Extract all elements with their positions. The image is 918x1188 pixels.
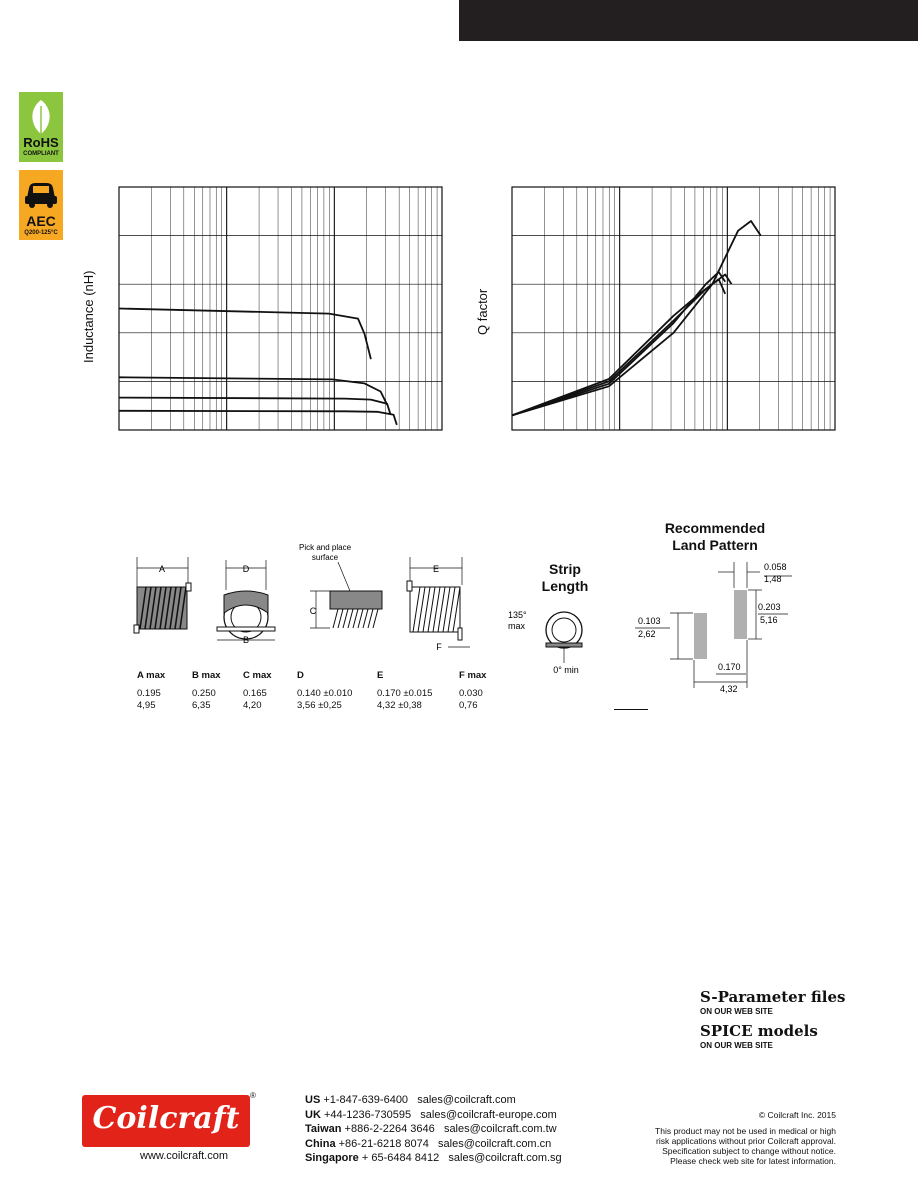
- strip-length-title: [536, 561, 594, 595]
- dim-header-0: A max: [137, 670, 166, 681]
- q-y-label: Q factor: [475, 288, 490, 335]
- land-d4-in: 0.170: [718, 662, 741, 672]
- header-bar: [459, 0, 918, 41]
- land-d4-mm: 4,32: [720, 684, 738, 694]
- coilcraft-logo: [82, 1095, 250, 1147]
- inductance-frame: [119, 187, 442, 430]
- contact-phone: +44-1236-730595: [323, 1108, 412, 1121]
- aec-badge: [19, 170, 63, 240]
- land-pad-left: [694, 613, 707, 659]
- sparam-subtitle: ON OUR WEB SITE: [700, 1007, 773, 1016]
- contact-country: UK: [305, 1108, 321, 1121]
- spice-title: SPICE models: [700, 1022, 818, 1040]
- dim-a-label: A: [158, 564, 166, 574]
- inductance-chart: [118, 186, 443, 431]
- dim-e-label: E: [432, 564, 440, 574]
- contact-email[interactable]: sales@coilcraft.com.cn: [438, 1137, 552, 1150]
- strip-angle-max-label: max: [508, 621, 526, 631]
- contact-country: Singapore: [305, 1152, 359, 1164]
- mechanical-drawing: [120, 535, 500, 660]
- contact-phone: +886-2-2264 3646: [344, 1123, 435, 1135]
- contact-phone: +86-21-6218 8074: [338, 1137, 429, 1150]
- logo-text: Coilcraft: [92, 1101, 240, 1136]
- registered-mark: ®: [250, 1091, 256, 1100]
- contact-email[interactable]: sales@coilcraft.com: [417, 1094, 516, 1106]
- strip-angle-max: 135°: [508, 610, 527, 620]
- legal-line: risk applications without prior Coilcraft approval.: [656, 1136, 836, 1146]
- legal-line: © Coilcraft Inc. 2015: [758, 1110, 836, 1120]
- contact-phone: +1-847-639-6400: [323, 1094, 409, 1106]
- legal-notice: [655, 1110, 836, 1166]
- land-d1-in: 0.058: [764, 562, 787, 572]
- strip-title-line2: Length: [541, 578, 589, 594]
- contact-row: [305, 1151, 562, 1166]
- legal-line: This product may not be used in medical or high: [655, 1126, 836, 1136]
- dim-mm-1: 6,35: [192, 700, 211, 711]
- contact-email[interactable]: sales@coilcraft-europe.com: [420, 1108, 557, 1121]
- contact-row: [305, 1122, 562, 1137]
- divider-line: [614, 709, 648, 710]
- contact-list: [305, 1093, 562, 1166]
- contact-country: Taiwan: [305, 1123, 342, 1135]
- car-icon: [19, 172, 63, 212]
- land-d2-in: 0.203: [758, 602, 781, 612]
- spice-subtitle: ON OUR WEB SITE: [700, 1041, 773, 1050]
- rohs-sublabel: COMPLIANT: [23, 151, 59, 157]
- pick-place-line1: Pick and place: [298, 543, 352, 552]
- contact-row: [305, 1108, 562, 1123]
- land-d1-mm: 1,48: [764, 574, 782, 584]
- rohs-badge: [19, 92, 63, 162]
- sparam-title: S-Parameter files: [700, 988, 846, 1006]
- contact-email[interactable]: sales@coilcraft.com.tw: [443, 1123, 557, 1135]
- coil-pick-view: [310, 591, 382, 628]
- land-pad-right: [734, 590, 747, 639]
- dim-mm-3: 3,56 ±0,25: [297, 700, 342, 711]
- inductance-y-label: Inductance (nH): [81, 270, 96, 363]
- dim-mm-4: 4,32 ±0,38: [377, 700, 422, 711]
- dim-inch-4: 0.170 ±0.015: [377, 688, 433, 699]
- dim-c-label: C: [309, 606, 317, 616]
- dim-d-label: D: [242, 564, 250, 574]
- dim-inch-2: 0.165: [243, 688, 267, 699]
- contact-row: [305, 1137, 562, 1152]
- dim-inch-0: 0.195: [137, 688, 161, 699]
- dim-header-4: E: [377, 670, 384, 681]
- rohs-label: RoHS: [23, 135, 59, 150]
- dim-mm-0: 4,95: [137, 700, 156, 711]
- aec-label: AEC: [26, 213, 56, 229]
- dimension-table-inches: [137, 688, 497, 700]
- contact-row: [305, 1093, 562, 1108]
- dim-inch-1: 0.250: [192, 688, 216, 699]
- dimension-table: [137, 670, 497, 712]
- strip-angle-min: 0° min: [553, 665, 579, 673]
- dim-header-5: F max: [459, 670, 487, 681]
- dim-header-2: C max: [243, 670, 272, 681]
- land-pattern-diagram: [630, 560, 805, 695]
- contact-phone: + 65-6484 8412: [361, 1152, 440, 1164]
- land-title-line1: Recommended: [664, 520, 766, 536]
- dim-header-3: D: [297, 670, 304, 681]
- land-title-line2: Land Pattern: [672, 537, 758, 553]
- q-chart: [511, 186, 836, 431]
- contact-country: US: [305, 1094, 321, 1106]
- website-url[interactable]: www.coilcraft.com: [140, 1150, 229, 1162]
- strip-title-line1: Strip: [549, 561, 581, 577]
- dim-mm-5: 0,76: [459, 700, 478, 711]
- land-d3-mm: 2,62: [638, 629, 656, 639]
- land-pattern-title: [640, 520, 790, 554]
- aec-sublabel: Q200-125°C: [24, 230, 58, 236]
- dimension-table-mm: [137, 700, 497, 712]
- strip-length-diagram: [508, 603, 608, 673]
- contact-email[interactable]: sales@coilcraft.com.sg: [448, 1152, 562, 1164]
- dim-b-label: B: [242, 635, 250, 645]
- q-frame: [512, 187, 835, 430]
- pick-place-line2: surface: [311, 553, 339, 562]
- leaf-icon: [19, 94, 63, 138]
- dim-f-label: F: [436, 642, 442, 652]
- dimension-table-header: [137, 670, 497, 684]
- contact-country: China: [305, 1137, 336, 1150]
- land-d2-mm: 5,16: [760, 615, 778, 625]
- dim-inch-3: 0.140 ±0.010: [297, 688, 353, 699]
- dim-inch-5: 0.030: [459, 688, 483, 699]
- land-d3-in: 0.103: [638, 616, 661, 626]
- legal-line: Specification subject to change without notice.: [662, 1146, 836, 1156]
- legal-line: Please check web site for latest information.: [670, 1156, 836, 1166]
- dim-mm-2: 4,20: [243, 700, 262, 711]
- dim-header-1: B max: [192, 670, 221, 681]
